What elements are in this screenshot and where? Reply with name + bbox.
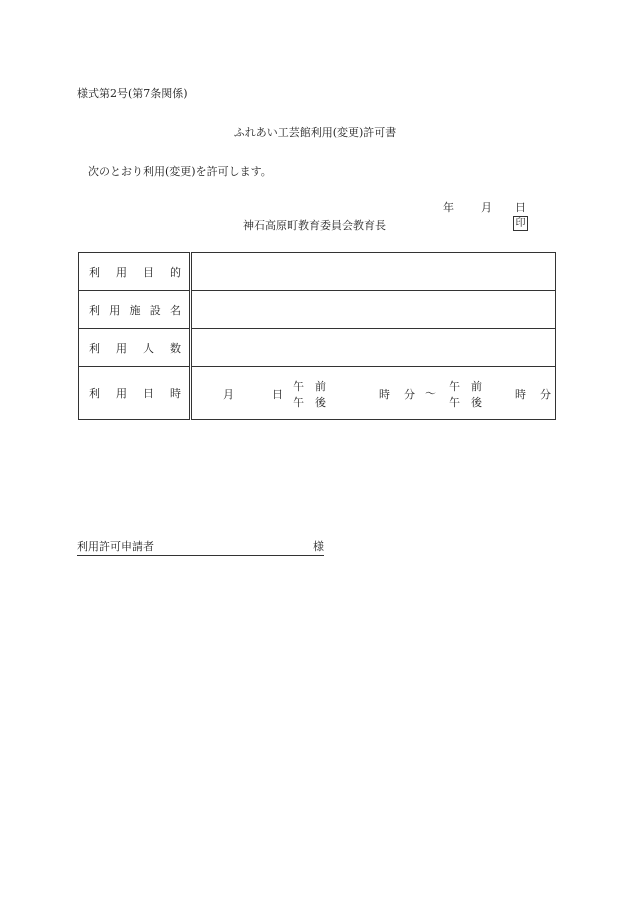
permit-table xyxy=(78,252,556,420)
datetime-value-cell[interactable] xyxy=(191,367,556,420)
dt-minute-2: 分 xyxy=(540,388,551,401)
dt-hour-1: 時 xyxy=(379,388,390,401)
purpose-value-cell[interactable] xyxy=(191,253,556,291)
dt-am-1: 午 前 xyxy=(293,380,326,393)
dt-day: 日 xyxy=(272,388,283,401)
date-year: 年 xyxy=(443,201,454,214)
applicant-line[interactable] xyxy=(77,538,324,556)
table-row-people xyxy=(79,329,556,367)
dt-am-2: 午 前 xyxy=(449,380,482,393)
dt-hour-2: 時 xyxy=(515,388,526,401)
dt-month: 月 xyxy=(223,388,234,401)
row-label-purpose: 利 用 目 的 xyxy=(89,265,181,279)
intro-text: 次のとおり利用(変更)を許可します。 xyxy=(88,165,272,178)
facility-value-cell[interactable] xyxy=(191,291,556,329)
dt-pm-1: 午 後 xyxy=(293,396,326,409)
people-value-cell[interactable] xyxy=(191,329,556,367)
row-label-datetime: 利 用 日 時 xyxy=(89,387,181,400)
date-month: 月 xyxy=(481,201,492,214)
dt-tilde: ～ xyxy=(425,387,436,400)
seal-stamp: 印 xyxy=(513,216,528,231)
issuer-name: 神石高原町教育委員会教育長 xyxy=(243,219,386,232)
table-row-datetime xyxy=(79,367,556,420)
applicant-label: 利用許可申請者 xyxy=(77,540,154,553)
row-label-facility: 利 用 施 設 名 xyxy=(89,303,181,317)
row-label-people: 利 用 人 数 xyxy=(89,341,181,355)
applicant-suffix: 様 xyxy=(313,540,324,553)
document-title: ふれあい工芸館利用(変更)許可書 xyxy=(233,126,397,139)
dt-pm-2: 午 後 xyxy=(449,396,482,409)
table-row-purpose xyxy=(79,253,556,291)
issue-date xyxy=(443,199,526,215)
date-day: 日 xyxy=(515,201,526,214)
dt-minute-1: 分 xyxy=(404,388,415,401)
table-row-facility xyxy=(79,291,556,329)
form-number: 様式第2号(第7条関係) xyxy=(77,87,188,100)
